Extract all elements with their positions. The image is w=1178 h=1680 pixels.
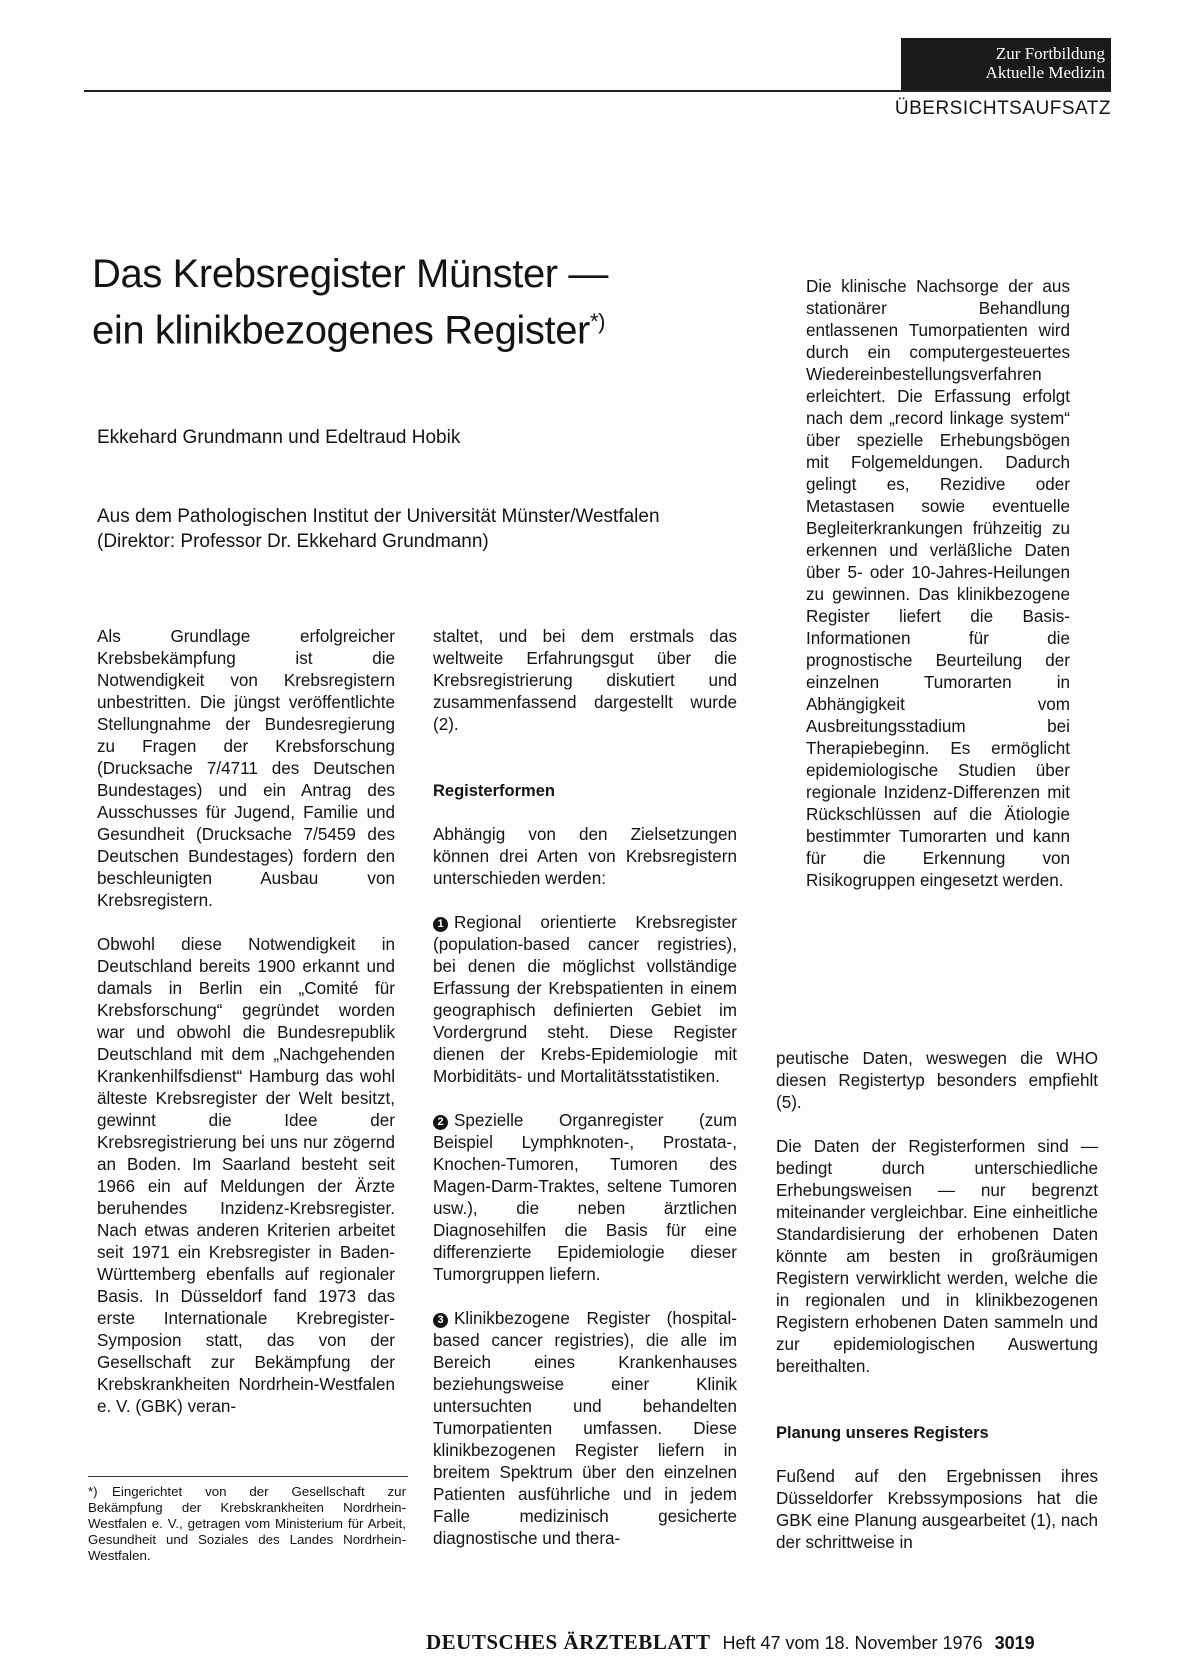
authors: Ekkehard Grundmann und Edeltraud Hobik: [97, 427, 461, 448]
number-badge: 3: [433, 1313, 448, 1328]
list-item-text: Spezielle Organregister (zum Beispiel Lymphknoten-, Prostata-, Knochen-Tumoren, Tumoren des Magen-Darm-Traktes, seltene Tumoren usw.), die neben ärztlichen Diagnosehilfen die Basis für eine differenzierte Epidemiologie dieser Tumorgruppen liefern.: [433, 1111, 737, 1284]
footnote-rule: [88, 1476, 408, 1477]
footnote: [88, 1484, 406, 1564]
title-line-2-text: ein klinikbezogenes Register: [92, 308, 590, 353]
issue-info: Heft 47 vom 18. November 1976: [722, 1633, 983, 1653]
journal-name: DEUTSCHES ÄRZTEBLATT: [426, 1630, 711, 1654]
section-heading-planung: Planung unseres Registers: [776, 1424, 989, 1442]
list-item: [433, 912, 737, 1088]
column-3-top: [806, 276, 1070, 892]
title-line-1: Das Krebsregister Münster —: [92, 252, 609, 296]
article-title: [92, 250, 608, 354]
category-line-1: Zur Fortbildung: [995, 44, 1105, 63]
number-badge: 2: [433, 1115, 448, 1130]
list-item-text: Regional orientierte Krebsregister (population-based cancer registries), bei denen die möglichst vollständige Erfassung der Krebspatienten in einem geographisch definierten Gebiet im Vordergrund steht. Diese Register dienen der Krebs-Epidemiologie mit Morbiditäts- und Mortalitätsstatistiken.: [433, 913, 737, 1086]
list-item: [433, 1110, 737, 1286]
section-label: ÜBERSICHTSAUFSATZ: [894, 98, 1111, 119]
column-2: [433, 626, 737, 1550]
title-footnote-mark: *): [589, 309, 606, 334]
header-rule: [84, 90, 1111, 92]
category-badge: [901, 38, 1111, 90]
list-item: [433, 1308, 737, 1550]
paragraph: Fußend auf den Ergebnissen ihres Düsseldorfer Krebssymposions hat die GBK eine Planung ausgearbeitet (1), nach der schrittweise in: [776, 1467, 1098, 1552]
column-3-bottom: [776, 1048, 1098, 1554]
footnote-text: Eingerichtet von der Gesellschaft zur Bekämpfung der Krebskrankheiten Nordrhein-Westfalen e. V., getragen vom Ministerium für Arbeit, Gesundheit und Soziales des Landes Nordrhein-Westfalen.: [88, 1484, 406, 1563]
paragraph: Obwohl diese Notwendigkeit in Deutschland bereits 1900 erkannt und damals in Berlin ein „Comité für Krebsforschung“ gegründet worden war und obwohl die Bundesrepublik Deutschland mit dem „Nachgehenden Krankenhilfsdienst“ Hamburg das wohl älteste Krebsregister der Welt besitzt, gewinnt die Idee der Krebsregistrierung bei uns nur zögernd an Boden. Im Saarland besteht seit 1966 ein auf Meldungen der Ärzte beruhendes Inzidenz-Krebsregister. Nach etwas anderen Kriterien arbeitet seit 1971 ein Krebsregister in Baden-Württemberg ebenfalls auf regionaler Basis. In Düsseldorf fand 1973 das erste Internationale Krebregister-Symposion statt, das von der Gesellschaft zur Bekämpfung der Krebskrankheiten Nordrhein-Westfalen e. V. (GBK) veran-: [97, 935, 395, 1416]
paragraph: Die Daten der Registerformen sind — bedingt durch unterschiedliche Erhebungsweisen — nur begrenzt miteinander vergleichbar. Eine einheitliche Standardisierung der erhobenen Daten könnte am besten in großräumigen Registern verwirklicht werden, welche die in regionalen und in klinikbezogenen Registern erhobenen Daten sammeln und zur epidemiologischen Auswertung bereithalten.: [776, 1137, 1098, 1376]
paragraph: peutische Daten, weswegen die WHO diesen Registertyp besonders empfiehlt (5).: [776, 1049, 1098, 1112]
page-number: 3019: [994, 1633, 1035, 1653]
affiliation-line-2: (Direktor: Professor Dr. Ekkehard Grundmann): [97, 531, 489, 552]
paragraph: Als Grundlage erfolgreicher Krebsbekämpfung ist die Notwendigkeit von Krebsregistern unbestritten. Die jüngst veröffentlichte Stellungnahme der Bundesregierung zu Fragen der Krebsforschung (Drucksache 7/4711 des Deutschen Bundestages) und ein Antrag des Ausschusses für Jugend, Familie und Gesundheit (Drucksache 7/5459 des Deutschen Bundestages) fordern den beschleunigten Ausbau von Krebsregistern.: [97, 627, 395, 910]
paragraph: Die klinische Nachsorge der aus stationärer Behandlung entlassenen Tumorpatienten wird durch ein computergesteuertes Wiedereinbestellungsverfahren erleichtert. Die Erfassung erfolgt nach dem „record linkage system“ über spezielle Erhebungsbögen mit Folgemeldungen. Dadurch gelingt es, Rezidive oder Metastasen sowie eventuelle Begleiterkrankungen frühzeitig zu erkennen und verläßliche Daten über 5- oder 10-Jahres-Heilungen zu gewinnen. Das klinikbezogene Register liefert die Basis-Informationen für die prognostische Beurteilung der einzelnen Tumorarten in Abhängigkeit vom Ausbreitungsstadium bei Therapiebeginn. Es ermöglicht epidemiologische Studien über regionale Inzidenz-Differenzen mit Rückschlüssen auf die Ätiologie bestimmter Tumorarten und kann für die Erkennung von Risikogruppen eingesetzt werden.: [806, 277, 1070, 890]
affiliation-line-1: Aus dem Pathologischen Institut der Universität Münster/Westfalen: [97, 506, 660, 527]
footnote-mark: *): [88, 1484, 98, 1499]
paragraph: Abhängig von den Zielsetzungen können drei Arten von Krebsregistern unterschieden werden:: [433, 825, 737, 888]
section-heading-registerformen: Registerformen: [433, 782, 555, 800]
title-line-2: [92, 298, 608, 354]
column-1: [97, 626, 395, 1418]
category-line-2: Aktuelle Medizin: [985, 63, 1105, 82]
paragraph: staltet, und bei dem erstmals das weltweite Erfahrungsgut über die Krebsregistrierung diskutiert und zusammenfassend dargestellt wurde (2).: [433, 627, 737, 734]
affiliation: [97, 504, 660, 554]
list-item-text: Klinikbezogene Register (hospital-based cancer registries), die alle im Bereich eines Krankenhauses beziehungsweise einer Klinik untersuchten und behandelten Tumorpatienten umfassen. Diese klinikbezogenen Register liefern in breitem Spektrum über den einzelnen Patienten ausführliche und in jedem Falle medizinisch gesicherte diagnostische und thera-: [433, 1309, 737, 1548]
number-badge: 1: [433, 917, 448, 932]
page-footer: [426, 1630, 1035, 1655]
